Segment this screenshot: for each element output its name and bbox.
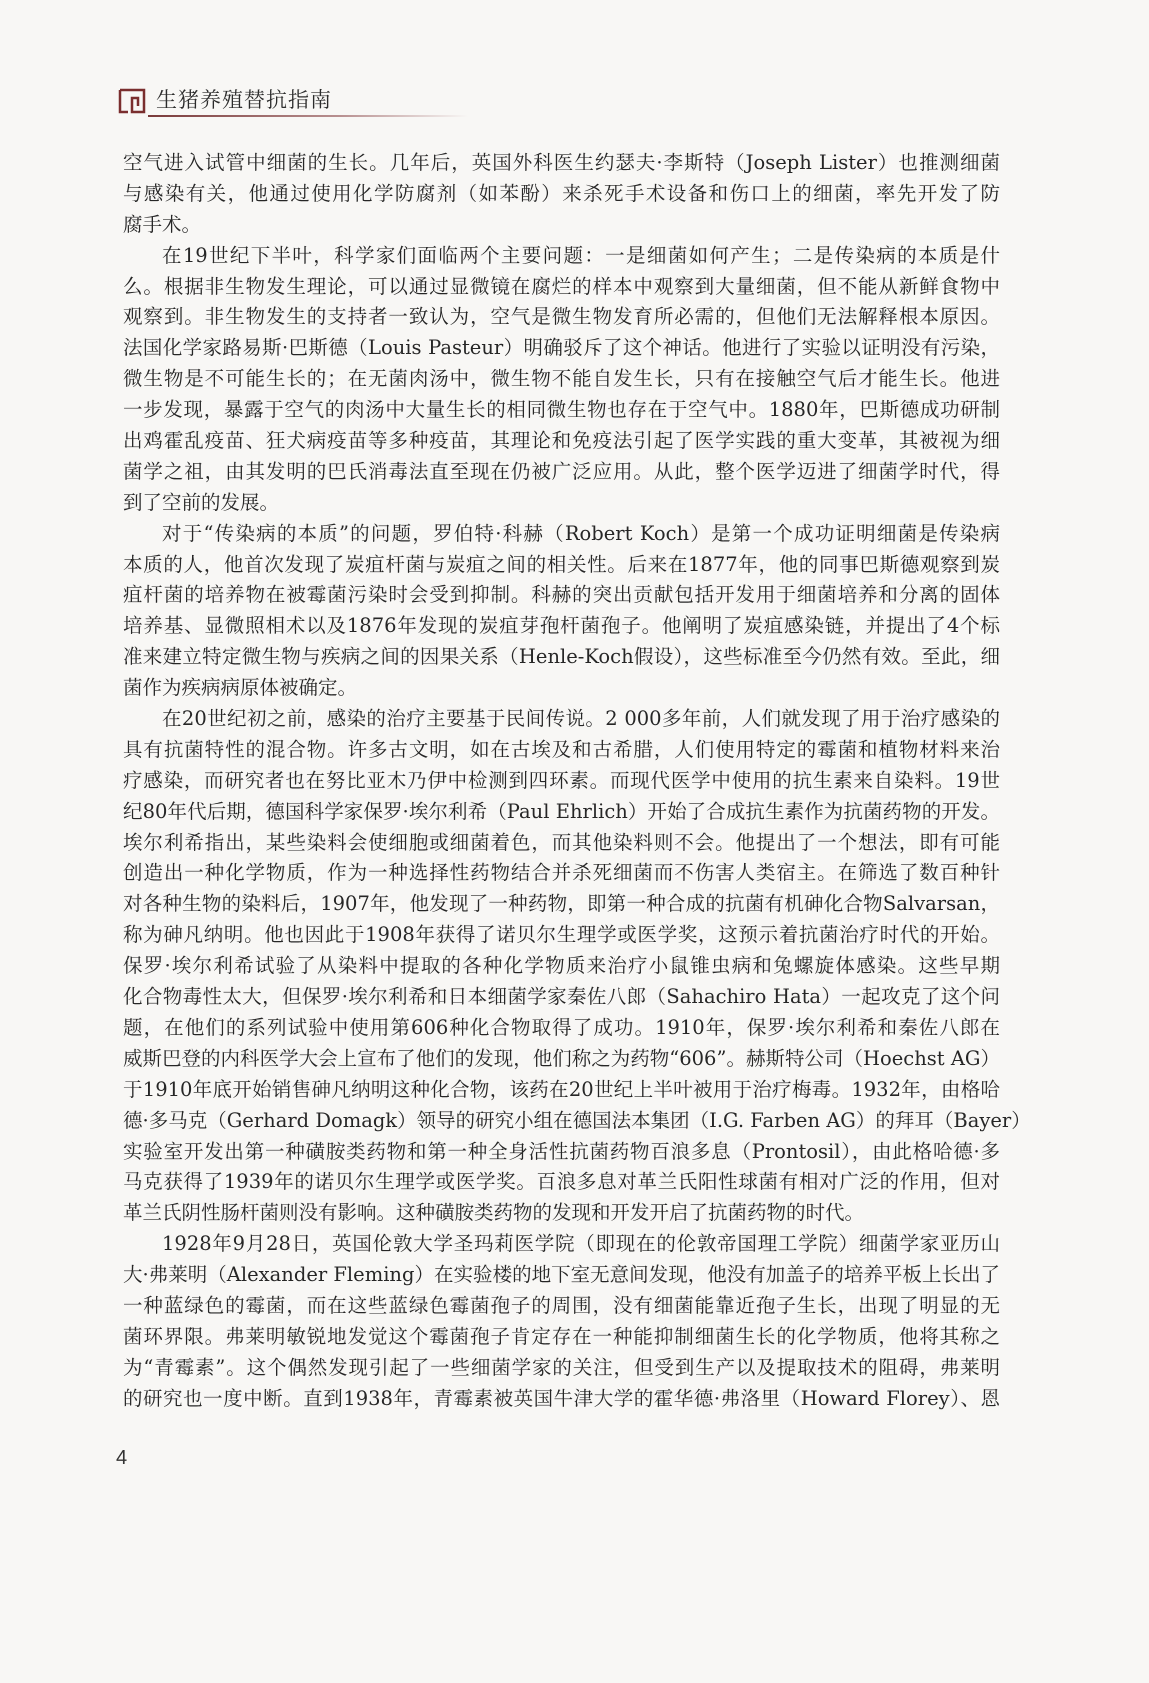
text-line: 么。根据非生物发生理论，可以通过显微镜在腐烂的样本中观察到大量细菌，但不能从新鲜食物中 [123, 274, 1000, 298]
text-line: 到了空前的发展。 [123, 490, 280, 514]
text-line: 德·多马克（Gerhard Domagk）领导的研究小组在德国法本集团（I.G. Farben AG）的拜耳（Bayer） [123, 1108, 1031, 1132]
text-line: 创造出一种化学物质，作为一种选择性药物结合并杀死细菌而不伤害人类宿主。在筛选了数百种针 [123, 861, 1000, 885]
text-line: 观察到。非生物发生的支持者一致认为，空气是微生物发育所必需的，但他们无法解释根本原因。 [123, 305, 1000, 329]
header-rule [148, 115, 468, 117]
text-line: 题，在他们的系列试验中使用第606种化合物取得了成功。1910年，保罗·埃尔利希和秦佐八郎在 [123, 1015, 1000, 1039]
text-line: 1928年9月28日，英国伦敦大学圣玛莉医学院（即现在的伦敦帝国理工学院）细菌学家亚历山 [162, 1232, 1000, 1256]
text-line: 化合物毒性太大，但保罗·埃尔利希和日本细菌学家秦佐八郎（Sahachiro Hata）一起攻克了这个问 [123, 985, 1000, 1009]
text-line: 出鸡霍乱疫苗、狂犬病疫苗等多种疫苗，其理论和免疫法引起了医学实践的重大变革，其被视为细 [123, 429, 1000, 453]
body-text [123, 148, 1031, 1415]
chapter-ornament-icon [118, 88, 146, 114]
text-line: 对各种生物的染料后，1907年，他发现了一种药物，即第一种合成的抗菌有机砷化合物Salvarsan， [123, 892, 1000, 916]
text-line: 一步发现，暴露于空气的肉汤中大量生长的相同微生物也存在于空气中。1880年，巴斯德成功研制 [123, 398, 1000, 422]
text-line: 菌环界限。弗莱明敏锐地发觉这个霉菌孢子肯定存在一种能抑制细菌生长的化学物质，他将其称之 [123, 1324, 1000, 1348]
text-line: 的研究也一度中断。直到1938年，青霉素被英国牛津大学的霍华德·弗洛里（Howard Florey）、恩 [123, 1386, 1000, 1410]
text-line: 法国化学家路易斯·巴斯德（Louis Pasteur）明确驳斥了这个神话。他进行了实验以证明没有污染， [123, 336, 1000, 360]
text-line: 于1910年底开始销售砷凡纳明这种化合物，该药在20世纪上半叶被用于治疗梅毒。1932年，由格哈 [123, 1077, 1000, 1101]
text-line: 对于“传染病的本质”的问题，罗伯特·科赫（Robert Koch）是第一个成功证明细菌是传染病 [162, 521, 1000, 545]
text-line: 一种蓝绿色的霉菌，而在这些蓝绿色霉菌孢子的周围，没有细菌能靠近孢子生长，出现了明显的无 [123, 1293, 1000, 1317]
text-line: 马克获得了1939年的诺贝尔生理学或医学奖。百浪多息对革兰氏阳性球菌有相对广泛的作用，但对 [123, 1170, 1000, 1194]
text-line: 菌学之祖，由其发明的巴氏消毒法直至现在仍被广泛应用。从此，整个医学迈进了细菌学时代，得 [123, 459, 1000, 483]
text-line: 称为砷凡纳明。他也因此于1908年获得了诺贝尔生理学或医学奖，这预示着抗菌治疗时代的开始。 [123, 923, 1000, 947]
text-line: 保罗·埃尔利希试验了从染料中提取的各种化学物质来治疗小鼠锥虫病和兔螺旋体感染。这些早期 [123, 954, 1000, 978]
text-line: 疽杆菌的培养物在被霉菌污染时会受到抑制。科赫的突出贡献包括开发用于细菌培养和分离的固体 [123, 583, 1000, 607]
text-line: 大·弗莱明（Alexander Fleming）在实验楼的地下室无意间发现，他没有加盖子的培养平板上长出了 [123, 1263, 1000, 1287]
text-line: 微生物是不可能生长的；在无菌肉汤中，微生物不能自发生长，只有在接触空气后才能生长。他进 [123, 367, 1000, 391]
text-line: 具有抗菌特性的混合物。许多古文明，如在古埃及和古希腊，人们使用特定的霉菌和植物材料来治 [123, 737, 1000, 761]
text-line: 在20世纪初之前，感染的治疗主要基于民间传说。2 000多年前，人们就发现了用于治疗感染的 [162, 707, 1000, 731]
text-line: 埃尔利希指出，某些染料会使细胞或细菌着色，而其他染料则不会。他提出了一个想法，即有可能 [123, 830, 1000, 854]
text-line: 培养基、显微照相术以及1876年发现的炭疽芽孢杆菌孢子。他阐明了炭疽感染链，并提出了4个标 [123, 614, 1000, 638]
text-line: 本质的人，他首次发现了炭疽杆菌与炭疽之间的相关性。后来在1877年，他的同事巴斯德观察到炭 [123, 552, 1000, 576]
paragraph [123, 148, 1000, 241]
text-line: 纪80年代后期，德国科学家保罗·埃尔利希（Paul Ehrlich）开始了合成抗生素作为抗菌药物的开发。 [123, 799, 1000, 823]
paragraph [123, 241, 1000, 519]
text-line: 疗感染，而研究者也在努比亚木乃伊中检测到四环素。而现代医学中使用的抗生素来自染料。19世 [123, 768, 1000, 792]
text-line: 菌作为疾病病原体被确定。 [123, 676, 358, 700]
text-line: 腐手术。 [123, 212, 202, 236]
text-line: 革兰氏阴性肠杆菌则没有影响。这种磺胺类药物的发现和开发开启了抗菌药物的时代。 [123, 1201, 865, 1225]
paragraph [123, 1229, 1000, 1414]
text-line: 实验室开发出第一种磺胺类药物和第一种全身活性抗菌药物百浪多息（Prontosil），由此格哈德·多 [123, 1139, 1000, 1163]
text-line: 空气进入试管中细菌的生长。几年后，英国外科医生约瑟夫·李斯特（Joseph Lister）也推测细菌 [123, 151, 1000, 174]
running-head [118, 86, 358, 116]
text-line: 威斯巴登的内科医学大会上宣布了他们的发现，他们称之为药物“606”。赫斯特公司（Hoechst AG） [123, 1046, 1000, 1070]
page-number: 4 [116, 1447, 128, 1469]
text-line: 与感染有关，他通过使用化学防腐剂（如苯酚）来杀死手术设备和伤口上的细菌，率先开发了防 [123, 181, 1000, 205]
paragraph [123, 704, 1031, 1229]
book-title: 生猪养殖替抗指南 [156, 88, 332, 112]
paragraph [123, 519, 1000, 704]
text-line: 为“青霉素”。这个偶然发现引起了一些细菌学家的关注，但受到生产以及提取技术的阻碍，弗莱明 [123, 1355, 1000, 1379]
text-line: 准来建立特定微生物与疾病之间的因果关系（Henle-Koch假设），这些标准至今仍然有效。至此，细 [123, 645, 1000, 669]
text-line: 在19世纪下半叶，科学家们面临两个主要问题：一是细菌如何产生；二是传染病的本质是什 [162, 243, 1000, 267]
